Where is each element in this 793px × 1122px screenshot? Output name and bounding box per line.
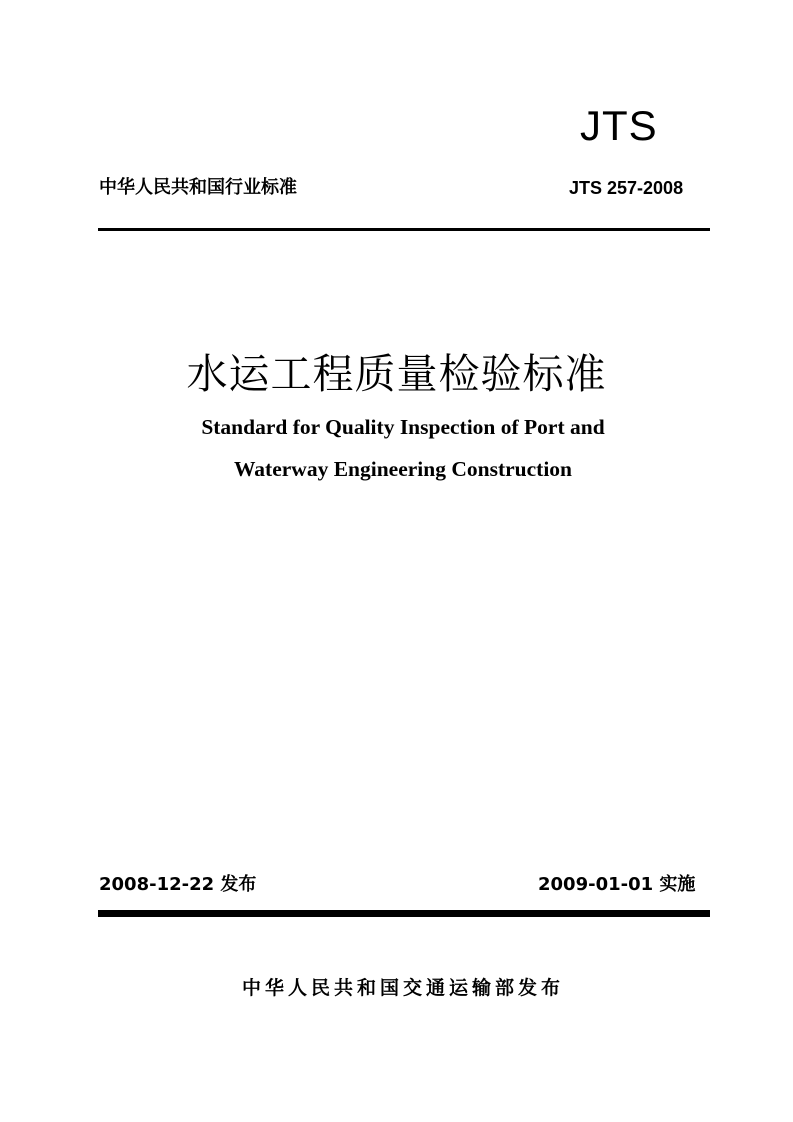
standard-number: JTS 257-2008 (569, 178, 684, 198)
title-chinese: 水运工程质量检验标准 (186, 350, 607, 398)
publisher: 中华人民共和国交通运输部发布 (241, 977, 564, 999)
header-divider (98, 228, 710, 231)
implementation-date: 2009-01-01 实施 (538, 874, 696, 895)
industry-standard-label: 中华人民共和国行业标准 (99, 177, 297, 198)
series-code: JTS (580, 102, 658, 149)
footer-divider (98, 910, 710, 917)
title-english-line1: Standard for Quality Inspection of Port and (201, 415, 605, 439)
issue-date: 2008-12-22 发布 (99, 874, 257, 895)
title-english-line2: Waterway Engineering Construction (233, 457, 573, 481)
